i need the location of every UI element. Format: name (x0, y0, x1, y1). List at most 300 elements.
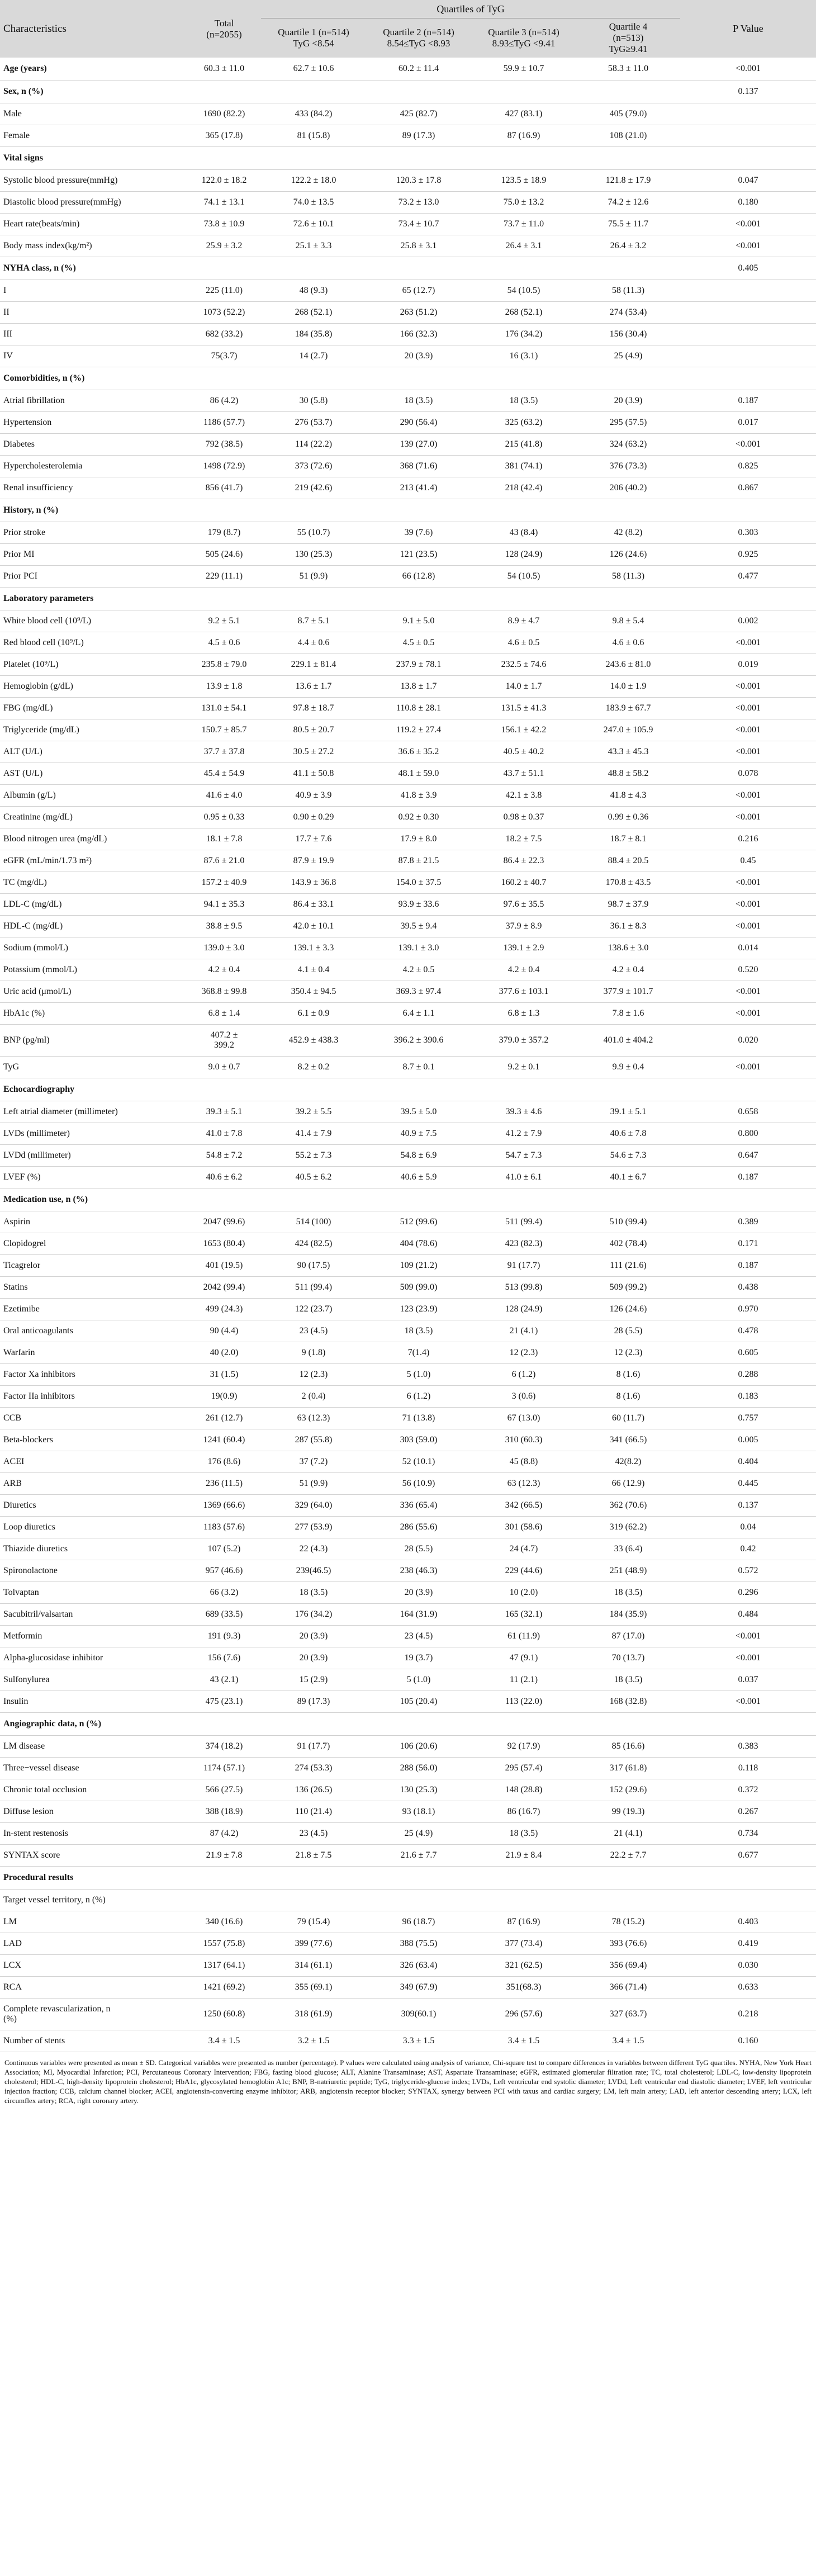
table-row (0, 522, 816, 544)
cell-quartile-2: 139 (27.0) (366, 434, 471, 456)
table-row (0, 2030, 816, 2052)
cell-total: 9.0 ± 0.7 (187, 1057, 261, 1078)
cell-quartile-3 (471, 80, 576, 103)
cell-quartile-4: 88.4 ± 20.5 (576, 850, 680, 872)
section-header-row (0, 588, 816, 610)
cell-total (187, 367, 261, 390)
cell-quartile-2: 3.3 ± 1.5 (366, 2030, 471, 2052)
row-label: LCX (0, 1955, 187, 1977)
table-row (0, 1277, 816, 1299)
cell-total: 689 (33.5) (187, 1604, 261, 1626)
cell-quartile-3 (471, 367, 576, 390)
cell-p-value (680, 1188, 816, 1211)
row-label: Number of stents (0, 2030, 187, 2052)
cell-quartile-1: 9 (1.8) (261, 1342, 366, 1364)
cell-quartile-4: 26.4 ± 3.2 (576, 235, 680, 257)
row-label: RCA (0, 1977, 187, 1999)
cell-quartile-3: 301 (58.6) (471, 1517, 576, 1538)
cell-total (187, 1867, 261, 1890)
cell-quartile-1: 274 (53.3) (261, 1758, 366, 1779)
table-row (0, 872, 816, 894)
cell-total: 122.0 ± 18.2 (187, 170, 261, 192)
cell-quartile-1 (261, 1890, 366, 1911)
section-label: Age (years) (0, 58, 187, 80)
cell-quartile-4 (576, 147, 680, 170)
cell-quartile-2: 41.8 ± 3.9 (366, 785, 471, 807)
cell-quartile-1: 48 (9.3) (261, 280, 366, 302)
table-row (0, 1495, 816, 1517)
cell-quartile-1: 318 (61.9) (261, 1999, 366, 2030)
cell-quartile-2: 23 (4.5) (366, 1626, 471, 1647)
cell-quartile-4 (576, 1867, 680, 1890)
row-label: Chronic total occlusion (0, 1779, 187, 1801)
table-row (0, 763, 816, 785)
row-label: Factor IIa inhibitors (0, 1386, 187, 1408)
cell-quartile-1: 4.1 ± 0.4 (261, 959, 366, 981)
cell-quartile-3: 131.5 ± 41.3 (471, 698, 576, 719)
cell-total: 60.3 ± 11.0 (187, 58, 261, 80)
section-header-row (0, 80, 816, 103)
cell-total (187, 1078, 261, 1101)
cell-quartile-2: 404 (78.6) (366, 1233, 471, 1255)
cell-quartile-1: 2 (0.4) (261, 1386, 366, 1408)
cell-p-value: 0.925 (680, 544, 816, 566)
cell-quartile-2: 110.8 ± 28.1 (366, 698, 471, 719)
cell-quartile-4 (576, 499, 680, 522)
cell-total: 86 (4.2) (187, 390, 261, 412)
cell-quartile-4: 48.8 ± 58.2 (576, 763, 680, 785)
cell-p-value (680, 147, 816, 170)
cell-p-value: 0.484 (680, 1604, 816, 1626)
cell-quartile-4: 75.5 ± 11.7 (576, 214, 680, 235)
cell-quartile-4: 21 (4.1) (576, 1823, 680, 1845)
cell-quartile-2: 60.2 ± 11.4 (366, 58, 471, 80)
cell-p-value: 0.438 (680, 1277, 816, 1299)
row-label: Hypercholesterolemia (0, 456, 187, 477)
table-row (0, 1911, 816, 1933)
cell-quartile-4: 28 (5.5) (576, 1320, 680, 1342)
row-label: Spironolactone (0, 1560, 187, 1582)
cell-quartile-3: 21 (4.1) (471, 1320, 576, 1342)
cell-quartile-4: 58.3 ± 11.0 (576, 58, 680, 80)
cell-quartile-1: 89 (17.3) (261, 1691, 366, 1713)
row-label: Prior PCI (0, 566, 187, 588)
cell-quartile-4: 295 (57.5) (576, 412, 680, 434)
cell-quartile-4 (576, 588, 680, 610)
cell-total: 365 (17.8) (187, 125, 261, 147)
cell-p-value: 0.477 (680, 566, 816, 588)
cell-quartile-2: 5 (1.0) (366, 1364, 471, 1386)
cell-quartile-4: 206 (40.2) (576, 477, 680, 499)
section-label: Laboratory parameters (0, 588, 187, 610)
cell-p-value: <0.001 (680, 214, 816, 235)
row-label: Metformin (0, 1626, 187, 1647)
cell-quartile-2: 303 (59.0) (366, 1429, 471, 1451)
row-label: Albumin (g/L) (0, 785, 187, 807)
table-row (0, 280, 816, 302)
table-row (0, 1101, 816, 1123)
cell-quartile-3: 18.2 ± 7.5 (471, 828, 576, 850)
row-label: Loop diuretics (0, 1517, 187, 1538)
cell-p-value: 0.734 (680, 1823, 816, 1845)
cell-total: 25.9 ± 3.2 (187, 235, 261, 257)
cell-total: 0.95 ± 0.33 (187, 807, 261, 828)
cell-quartile-2: 39 (7.6) (366, 522, 471, 544)
cell-total: 38.8 ± 9.5 (187, 916, 261, 937)
cell-quartile-4: 42 (8.2) (576, 522, 680, 544)
cell-quartile-2: 17.9 ± 8.0 (366, 828, 471, 850)
cell-quartile-2 (366, 1188, 471, 1211)
cell-quartile-3: 377 (73.4) (471, 1933, 576, 1955)
cell-quartile-2: 425 (82.7) (366, 103, 471, 125)
cell-p-value (680, 1867, 816, 1890)
cell-total: 156 (7.6) (187, 1647, 261, 1669)
cell-quartile-2: 25 (4.9) (366, 1823, 471, 1845)
table-row (0, 1669, 816, 1691)
row-label: Body mass index(kg/m²) (0, 235, 187, 257)
row-label: Thiazide diuretics (0, 1538, 187, 1560)
cell-quartile-1: 23 (4.5) (261, 1823, 366, 1845)
cell-p-value: 0.005 (680, 1429, 816, 1451)
cell-quartile-4: 43.3 ± 45.3 (576, 741, 680, 763)
table-row (0, 302, 816, 324)
cell-total (187, 1188, 261, 1211)
row-label: LM disease (0, 1736, 187, 1758)
cell-quartile-3: 86.4 ± 22.3 (471, 850, 576, 872)
cell-total: 225 (11.0) (187, 280, 261, 302)
cell-quartile-2: 56 (10.9) (366, 1473, 471, 1495)
cell-quartile-3: 148 (28.8) (471, 1779, 576, 1801)
cell-p-value: 0.037 (680, 1669, 816, 1691)
cell-total: 39.3 ± 5.1 (187, 1101, 261, 1123)
row-label: Systolic blood pressure(mmHg) (0, 170, 187, 192)
cell-total: 6.8 ± 1.4 (187, 1003, 261, 1025)
cell-quartile-2 (366, 1867, 471, 1890)
cell-p-value: 0.405 (680, 257, 816, 280)
cell-quartile-1: 268 (52.1) (261, 302, 366, 324)
cell-total: 131.0 ± 54.1 (187, 698, 261, 719)
table-row (0, 1977, 816, 1999)
cell-quartile-1: 139.1 ± 3.3 (261, 937, 366, 959)
section-label: Procedural results (0, 1867, 187, 1890)
table-row (0, 1626, 816, 1647)
cell-quartile-3: 41.0 ± 6.1 (471, 1167, 576, 1188)
cell-p-value: 0.216 (680, 828, 816, 850)
cell-p-value: <0.001 (680, 1647, 816, 1669)
cell-quartile-2: 7(1.4) (366, 1342, 471, 1364)
row-label: CCB (0, 1408, 187, 1429)
cell-p-value: <0.001 (680, 719, 816, 741)
table-row (0, 324, 816, 345)
cell-quartile-2: 349 (67.9) (366, 1977, 471, 1999)
table-row (0, 1890, 816, 1911)
table-row (0, 1003, 816, 1025)
row-label: III (0, 324, 187, 345)
cell-quartile-3 (471, 147, 576, 170)
cell-quartile-3: 128 (24.9) (471, 1299, 576, 1320)
cell-p-value: 0.825 (680, 456, 816, 477)
row-label: Complete revascularization, n (%) (0, 1999, 187, 2030)
cell-quartile-3: 268 (52.1) (471, 302, 576, 324)
cell-p-value: 0.160 (680, 2030, 816, 2052)
cell-p-value: 0.187 (680, 390, 816, 412)
cell-quartile-2: 6.4 ± 1.1 (366, 1003, 471, 1025)
cell-quartile-4: 14.0 ± 1.9 (576, 676, 680, 698)
section-header-row (0, 499, 816, 522)
cell-quartile-2: 120.3 ± 17.8 (366, 170, 471, 192)
cell-p-value: 0.030 (680, 1955, 816, 1977)
cell-p-value (680, 302, 816, 324)
cell-quartile-1: 87.9 ± 19.9 (261, 850, 366, 872)
cell-p-value: <0.001 (680, 916, 816, 937)
cell-quartile-3: 14.0 ± 1.7 (471, 676, 576, 698)
cell-quartile-1: 21.8 ± 7.5 (261, 1845, 366, 1867)
cell-quartile-3: 3 (0.6) (471, 1386, 576, 1408)
cell-quartile-4: 317 (61.8) (576, 1758, 680, 1779)
cell-quartile-2: 121 (23.5) (366, 544, 471, 566)
cell-quartile-4 (576, 1890, 680, 1911)
cell-quartile-4: 152 (29.6) (576, 1779, 680, 1801)
cell-quartile-2: 52 (10.1) (366, 1451, 471, 1473)
cell-quartile-3: 11 (2.1) (471, 1669, 576, 1691)
cell-total: 682 (33.2) (187, 324, 261, 345)
cell-quartile-2: 40.9 ± 7.5 (366, 1123, 471, 1145)
header-total: Total (n=2055) (187, 0, 261, 58)
table-row (0, 632, 816, 654)
cell-quartile-4: 405 (79.0) (576, 103, 680, 125)
table-row (0, 345, 816, 367)
cell-total: 1174 (57.1) (187, 1758, 261, 1779)
cell-quartile-4: 58 (11.3) (576, 280, 680, 302)
header-row-group (0, 0, 816, 18)
table-row (0, 937, 816, 959)
table-row (0, 1473, 816, 1495)
cell-quartile-4: 36.1 ± 8.3 (576, 916, 680, 937)
cell-quartile-1: 514 (100) (261, 1211, 366, 1233)
cell-quartile-3: 92 (17.9) (471, 1736, 576, 1758)
cell-quartile-4: 0.99 ± 0.36 (576, 807, 680, 828)
cell-quartile-2 (366, 1890, 471, 1911)
cell-quartile-1: 40.9 ± 3.9 (261, 785, 366, 807)
table-row (0, 1999, 816, 2030)
cell-total: 75(3.7) (187, 345, 261, 367)
cell-quartile-4: 25 (4.9) (576, 345, 680, 367)
cell-quartile-1: 62.7 ± 10.6 (261, 58, 366, 80)
table-row (0, 981, 816, 1003)
table-row (0, 125, 816, 147)
cell-quartile-1: 42.0 ± 10.1 (261, 916, 366, 937)
cell-quartile-4: 111 (21.6) (576, 1255, 680, 1277)
cell-quartile-1: 51 (9.9) (261, 566, 366, 588)
cell-quartile-2: 54.8 ± 6.9 (366, 1145, 471, 1167)
cell-quartile-3: 215 (41.8) (471, 434, 576, 456)
cell-p-value: 0.372 (680, 1779, 816, 1801)
cell-quartile-2: 290 (56.4) (366, 412, 471, 434)
section-label: NYHA class, n (%) (0, 257, 187, 280)
cell-quartile-3: 377.6 ± 103.1 (471, 981, 576, 1003)
table-row (0, 566, 816, 588)
header-p-value: P Value (680, 0, 816, 58)
cell-quartile-3: 75.0 ± 13.2 (471, 192, 576, 214)
table-row (0, 916, 816, 937)
cell-total: 957 (46.6) (187, 1560, 261, 1582)
cell-quartile-3: 54 (10.5) (471, 280, 576, 302)
cell-quartile-4: 39.1 ± 5.1 (576, 1101, 680, 1123)
header-quartiles-group: Quartiles of TyG (261, 0, 680, 18)
section-header-row (0, 58, 816, 80)
cell-total: 2042 (99.4) (187, 1277, 261, 1299)
cell-quartile-4: 319 (62.2) (576, 1517, 680, 1538)
cell-quartile-1: 433 (84.2) (261, 103, 366, 125)
header-quartile-3: Quartile 3 (n=514) 8.93≤TyG <9.41 (471, 18, 576, 58)
cell-quartile-3 (471, 1867, 576, 1890)
table-row (0, 1691, 816, 1713)
header-quartile-2: Quartile 2 (n=514) 8.54≤TyG <8.93 (366, 18, 471, 58)
cell-p-value: 0.137 (680, 1495, 816, 1517)
cell-p-value: 0.383 (680, 1736, 816, 1758)
table-row (0, 1845, 816, 1867)
cell-quartile-2 (366, 499, 471, 522)
cell-total: 4.2 ± 0.4 (187, 959, 261, 981)
cell-p-value: 0.267 (680, 1801, 816, 1823)
cell-p-value: <0.001 (680, 785, 816, 807)
row-label: Sodium (mmol/L) (0, 937, 187, 959)
cell-p-value: 0.403 (680, 1911, 816, 1933)
cell-quartile-3: 86 (16.7) (471, 1801, 576, 1823)
row-label: Platelet (10⁹/L) (0, 654, 187, 676)
cell-quartile-1: 329 (64.0) (261, 1495, 366, 1517)
cell-quartile-4: 54.6 ± 7.3 (576, 1145, 680, 1167)
cell-total: 13.9 ± 1.8 (187, 676, 261, 698)
row-label: ARB (0, 1473, 187, 1495)
section-header-row (0, 1867, 816, 1890)
cell-quartile-1: 51 (9.9) (261, 1473, 366, 1495)
row-label: Statins (0, 1277, 187, 1299)
row-label: Potassium (mmol/L) (0, 959, 187, 981)
cell-quartile-3: 45 (8.8) (471, 1451, 576, 1473)
cell-quartile-3: 8.9 ± 4.7 (471, 610, 576, 632)
cell-quartile-1: 14 (2.7) (261, 345, 366, 367)
row-label: eGFR (mL/min/1.73 m²) (0, 850, 187, 872)
cell-quartile-3: 26.4 ± 3.1 (471, 235, 576, 257)
table-row (0, 1604, 816, 1626)
row-label: Heart rate(beats/min) (0, 214, 187, 235)
row-label: Uric acid (μmol/L) (0, 981, 187, 1003)
table-row (0, 1342, 816, 1364)
cell-quartile-2: 4.5 ± 0.5 (366, 632, 471, 654)
cell-quartile-2: 93.9 ± 33.6 (366, 894, 471, 916)
cell-quartile-4 (576, 367, 680, 390)
section-header-row (0, 367, 816, 390)
row-label: Sulfonylurea (0, 1669, 187, 1691)
cell-quartile-2: 213 (41.4) (366, 477, 471, 499)
cell-quartile-3: 381 (74.1) (471, 456, 576, 477)
cell-quartile-3: 41.2 ± 7.9 (471, 1123, 576, 1145)
cell-quartile-1: 122 (23.7) (261, 1299, 366, 1320)
cell-quartile-4: 9.9 ± 0.4 (576, 1057, 680, 1078)
cell-quartile-2: 512 (99.6) (366, 1211, 471, 1233)
cell-p-value: 0.605 (680, 1342, 816, 1364)
row-label: Hemoglobin (g/dL) (0, 676, 187, 698)
cell-quartile-3 (471, 499, 576, 522)
row-label: Beta-blockers (0, 1429, 187, 1451)
cell-quartile-3: 40.5 ± 40.2 (471, 741, 576, 763)
cell-quartile-2: 6 (1.2) (366, 1386, 471, 1408)
cell-quartile-1 (261, 1188, 366, 1211)
cell-quartile-1: 55 (10.7) (261, 522, 366, 544)
cell-total: 87.6 ± 21.0 (187, 850, 261, 872)
cell-p-value: 0.288 (680, 1364, 816, 1386)
cell-quartile-1 (261, 257, 366, 280)
cell-quartile-3: 165 (32.1) (471, 1604, 576, 1626)
cell-quartile-2: 89 (17.3) (366, 125, 471, 147)
cell-quartile-4: 85 (16.6) (576, 1736, 680, 1758)
row-label: Warfarin (0, 1342, 187, 1364)
cell-quartile-3: 128 (24.9) (471, 544, 576, 566)
section-label: History, n (%) (0, 499, 187, 522)
table-row (0, 610, 816, 632)
cell-quartile-1: 373 (72.6) (261, 456, 366, 477)
cell-quartile-4: 7.8 ± 1.6 (576, 1003, 680, 1025)
row-label: Atrial fibrillation (0, 390, 187, 412)
cell-quartile-1: 55.2 ± 7.3 (261, 1145, 366, 1167)
cell-total: 475 (23.1) (187, 1691, 261, 1713)
cell-quartile-4: 98.7 ± 37.9 (576, 894, 680, 916)
cell-total: 94.1 ± 35.3 (187, 894, 261, 916)
cell-quartile-1: 86.4 ± 33.1 (261, 894, 366, 916)
cell-p-value: 0.520 (680, 959, 816, 981)
cell-p-value: 0.078 (680, 763, 816, 785)
row-label: Diastolic blood pressure(mmHg) (0, 192, 187, 214)
cell-quartile-3: 325 (63.2) (471, 412, 576, 434)
cell-quartile-2: 66 (12.8) (366, 566, 471, 588)
row-label: Female (0, 125, 187, 147)
cell-total: 235.8 ± 79.0 (187, 654, 261, 676)
cell-quartile-1 (261, 1867, 366, 1890)
cell-total: 21.9 ± 7.8 (187, 1845, 261, 1867)
cell-quartile-3: 97.6 ± 35.5 (471, 894, 576, 916)
cell-quartile-2: 139.1 ± 3.0 (366, 937, 471, 959)
table-row (0, 1386, 816, 1408)
cell-quartile-4: 156 (30.4) (576, 324, 680, 345)
cell-quartile-1: 18 (3.5) (261, 1582, 366, 1604)
cell-quartile-2: 166 (32.3) (366, 324, 471, 345)
table-row (0, 1408, 816, 1429)
table-row (0, 1299, 816, 1320)
cell-quartile-3: 87 (16.9) (471, 1911, 576, 1933)
cell-p-value: 0.478 (680, 1320, 816, 1342)
cell-quartile-2 (366, 147, 471, 170)
table-footnote: Continuous variables were presented as mean ± SD. Categorical variables were presented as number (percentage). P values were calculated using analysis of variance, Chi-square test to compare differences in variables between different TyG quartiles. NYHA, New York Heart Association; MI, Myocardial Infarction; PCI, Percutaneous Coronary Intervention; FBG, fasting blood glucose; ALT, Alanine Transaminase; AST, Aspartate Transaminase; eGFR, estimated glomerular filtration rate; TC, total cholesterol; LDL-C, low-density lipoprotein cholesterol; HDL-C, high-density lipoprotein cholesterol; HbA1c, glycosylated hemoglobin A1c; BNP, B-natriuretic peptide; TyG, triglyceride-glucose index; LVDs, Left ventricular end systolic diameter; LVDd, Left ventricular end diastolic diameter; LVEF, left ventricular injection fraction; CCB, calcium channel blocker; ACEI, angiotensin-converting enzyme inhibitor; ARB, angiotensin receptor blocker; SYNTAX, synergy between PCI with taxus and cardiac surgery; LM, left main artery; LAD, left anterior descending artery; LCX, left circumflex artery; RCA, right coronary artery. (4, 2058, 812, 2105)
row-label: In-stent restenosis (0, 1823, 187, 1845)
cell-p-value: 0.647 (680, 1145, 816, 1167)
cell-quartile-3: 423 (82.3) (471, 1233, 576, 1255)
section-label: Comorbidities, n (%) (0, 367, 187, 390)
cell-quartile-1: 287 (55.8) (261, 1429, 366, 1451)
cell-quartile-2: 164 (31.9) (366, 1604, 471, 1626)
cell-quartile-2: 286 (55.6) (366, 1517, 471, 1538)
cell-quartile-2: 109 (21.2) (366, 1255, 471, 1277)
cell-p-value: <0.001 (680, 1626, 816, 1647)
cell-quartile-3: 511 (99.4) (471, 1211, 576, 1233)
row-label: LM (0, 1911, 187, 1933)
cell-total: 229 (11.1) (187, 566, 261, 588)
cell-total: 179 (8.7) (187, 522, 261, 544)
cell-quartile-1: 13.6 ± 1.7 (261, 676, 366, 698)
cell-total: 368.8 ± 99.8 (187, 981, 261, 1003)
cell-p-value: 0.757 (680, 1408, 816, 1429)
table-row (0, 1233, 816, 1255)
